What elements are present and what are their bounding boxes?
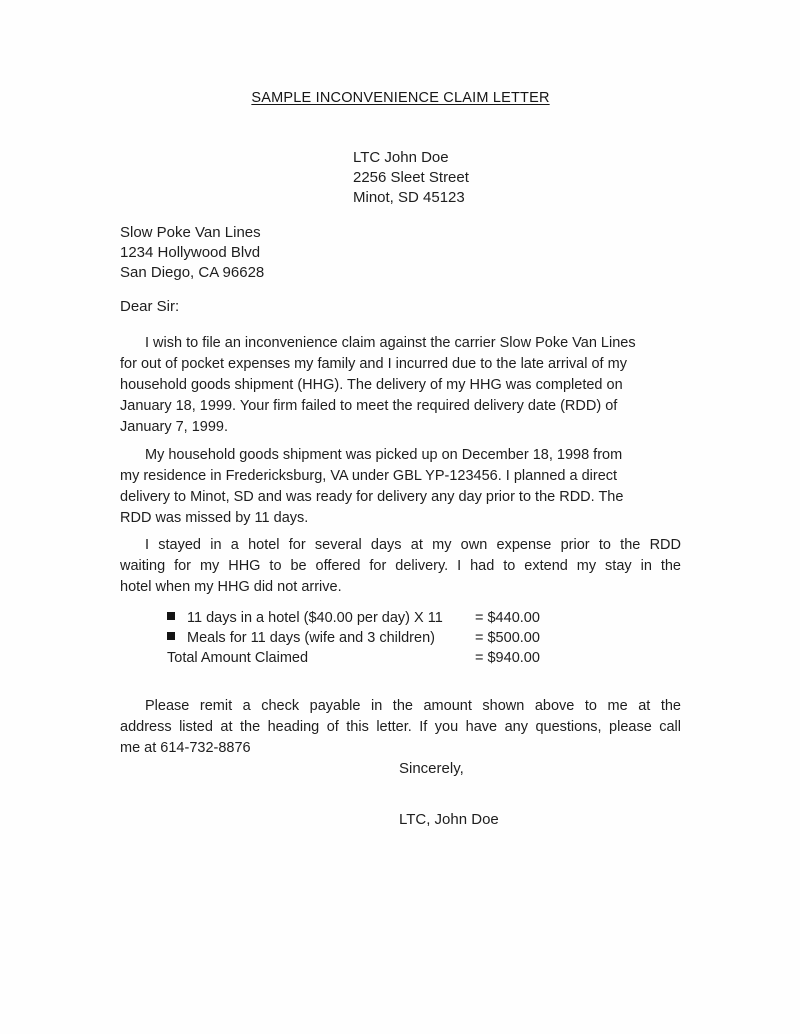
recipient-street: 1234 Hollywood Blvd xyxy=(120,244,261,261)
claim-amount: = $500.00 xyxy=(475,630,540,646)
bullet-square-icon xyxy=(167,612,175,620)
sender-address-block xyxy=(353,148,681,208)
salutation: Dear Sir: xyxy=(120,298,180,315)
paragraph-line: for out of pocket expenses my family and I incurred due to the late arrival of my xyxy=(120,356,627,372)
valediction: Sincerely, xyxy=(399,760,464,777)
paragraph-line: my residence in Fredericksburg, VA under GBL YP-123456. I planned a direct xyxy=(120,468,618,484)
paragraph-line: RDD was missed by 11 days. xyxy=(120,510,309,526)
bullet-square-icon xyxy=(167,632,175,640)
paragraph-line: household goods shipment (HHG). The delivery of my HHG was completed on xyxy=(120,377,623,393)
paragraph-line: delivery to Minot, SD and was ready for delivery any day prior to the RDD. The xyxy=(120,489,624,505)
paragraph-line: My household goods shipment was picked up on December 18, 1998 from xyxy=(145,447,623,463)
claim-amount: = $440.00 xyxy=(475,610,540,626)
paragraph-line: address listed at the heading of this letter. If you have any questions, please call xyxy=(120,719,681,735)
letter-title: SAMPLE INCONVENIENCE CLAIM LETTER xyxy=(251,90,550,106)
paragraph-line: January 7, 1999. xyxy=(120,419,229,435)
claim-row-meals xyxy=(167,628,681,648)
signature-name: LTC, John Doe xyxy=(399,811,499,828)
sender-name: LTC John Doe xyxy=(353,149,449,166)
paragraph-line: Please remit a check payable in the amount shown above to me at the xyxy=(145,698,681,714)
sender-street: 2256 Sleet Street xyxy=(353,169,469,186)
body-paragraph-4 xyxy=(120,696,681,759)
paragraph-line: January 18, 1999. Your firm failed to meet the required delivery date (RDD) of xyxy=(120,398,618,414)
letter-content xyxy=(120,0,681,830)
bullet-cell xyxy=(167,608,187,628)
claims-list xyxy=(120,608,681,668)
claim-total-label: Total Amount Claimed xyxy=(167,650,309,666)
claim-total-amount: = $940.00 xyxy=(475,650,540,666)
recipient-address-block xyxy=(120,223,681,283)
paragraph-line: hotel when my HHG did not arrive. xyxy=(120,579,342,595)
claim-row-hotel xyxy=(167,608,681,628)
body-paragraph-1 xyxy=(120,333,681,438)
paragraph-line: I wish to file an inconvenience claim against the carrier Slow Poke Van Lines xyxy=(145,335,636,351)
sender-city: Minot, SD 45123 xyxy=(353,189,465,206)
recipient-city: San Diego, CA 96628 xyxy=(120,264,265,281)
closing-block xyxy=(399,759,681,830)
bullet-cell xyxy=(167,628,187,648)
paragraph-line: I stayed in a hotel for several days at my own expense prior to the RDD xyxy=(145,537,681,553)
recipient-name: Slow Poke Van Lines xyxy=(120,224,261,241)
claim-total-row xyxy=(167,648,681,668)
claim-label: Meals for 11 days (wife and 3 children) xyxy=(187,630,435,646)
claim-label: 11 days in a hotel ($40.00 per day) X 11 xyxy=(187,610,443,626)
paragraph-line: me at 614-732-8876 xyxy=(120,740,251,756)
body-paragraph-3 xyxy=(120,535,681,598)
body-paragraph-2 xyxy=(120,445,681,529)
paragraph-line: waiting for my HHG to be offered for delivery. I had to extend my stay in the xyxy=(120,558,681,574)
